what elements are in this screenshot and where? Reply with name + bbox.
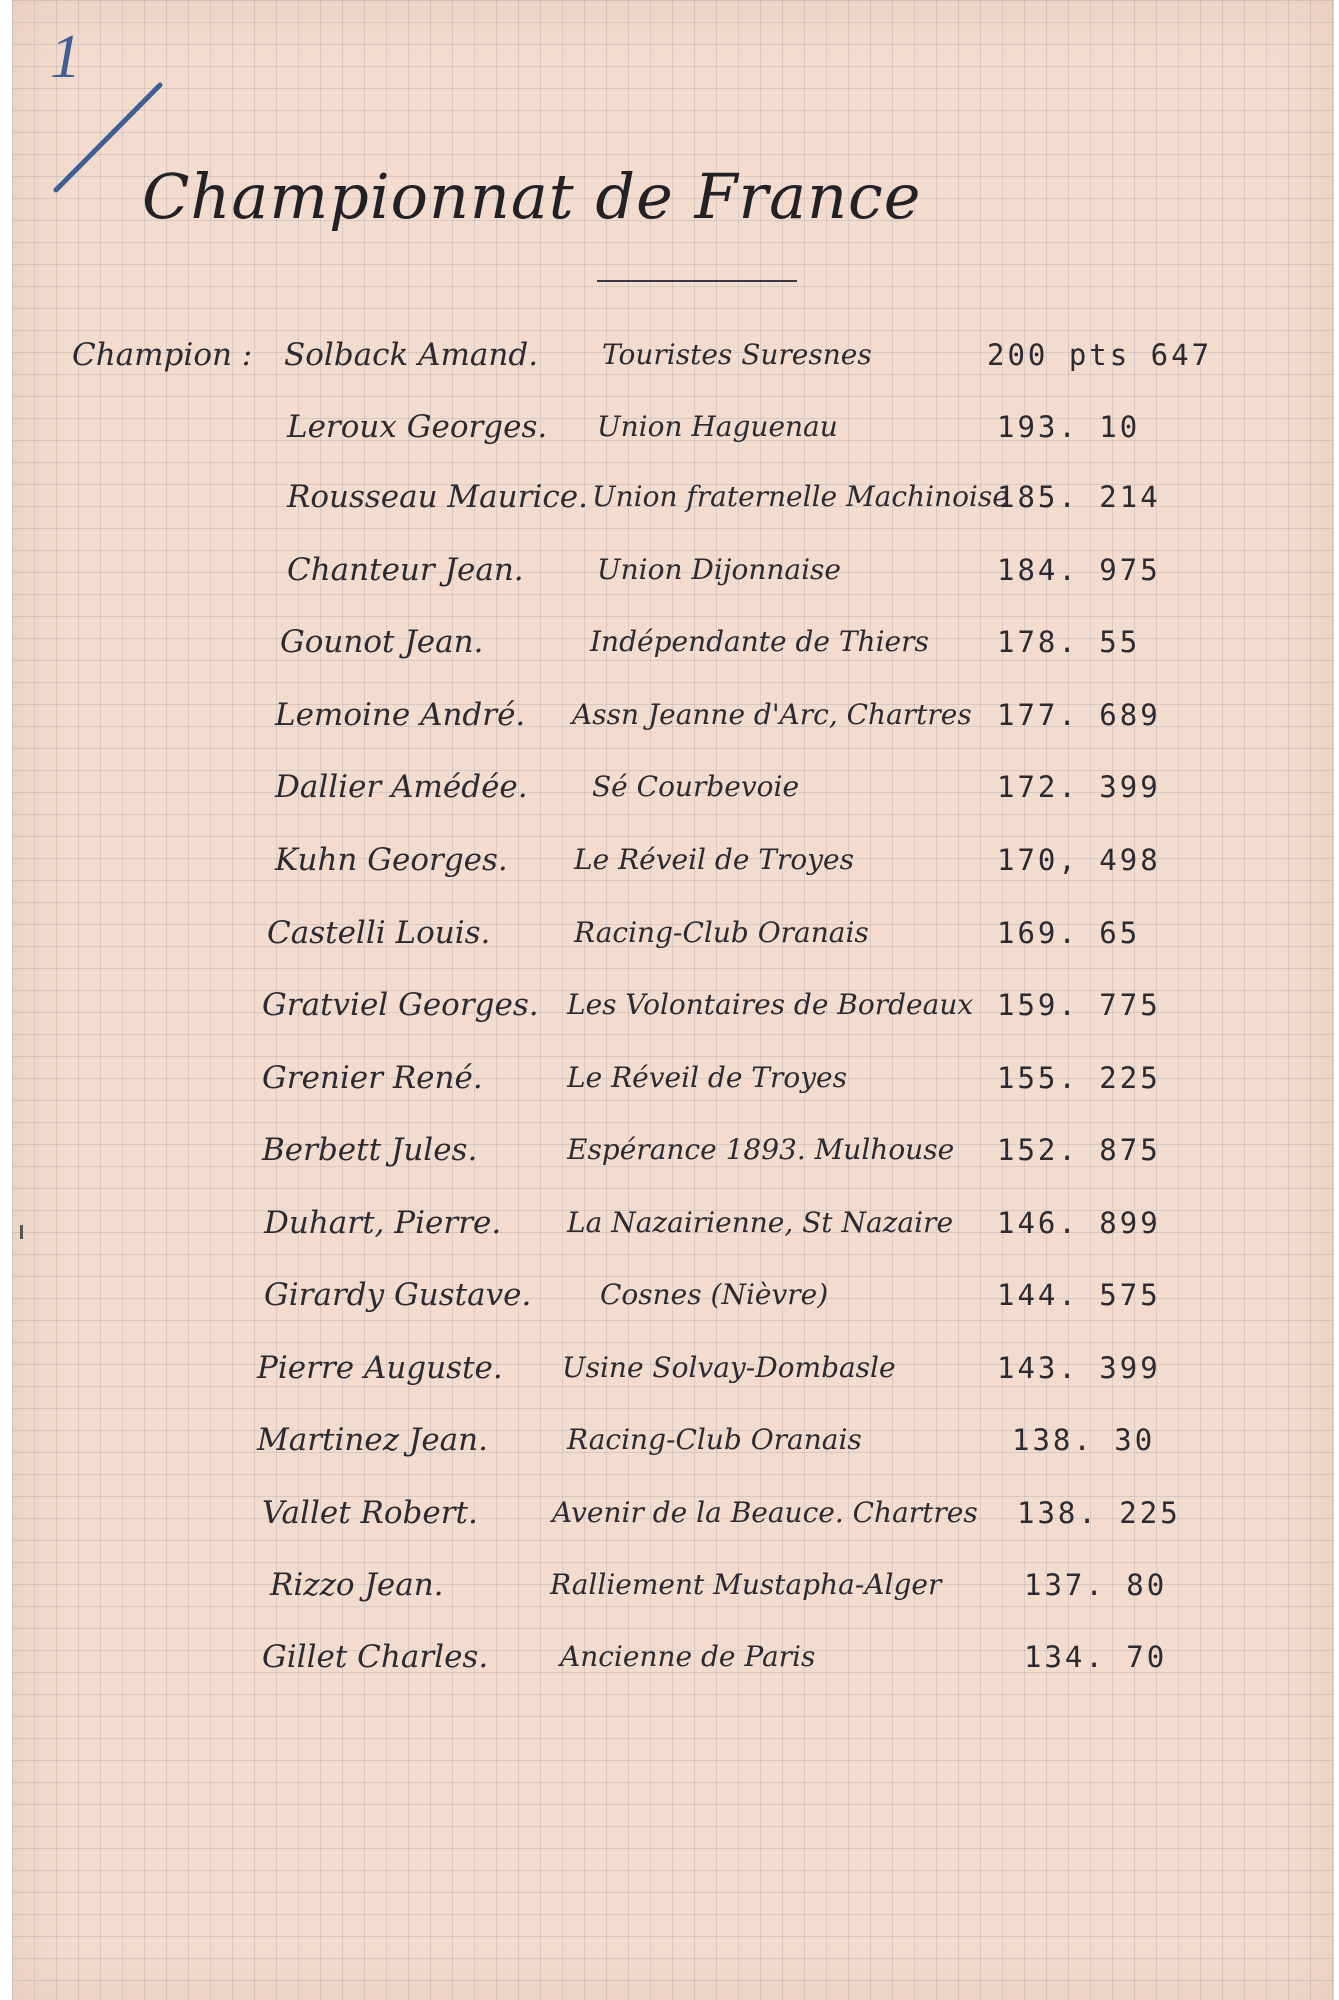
club-name: Les Volontaires de Bordeaux	[567, 988, 974, 1021]
score: 152. 875	[997, 1133, 1161, 1167]
competitor-name: Gounot Jean.	[280, 624, 484, 660]
club-name: Union Haguenau	[597, 410, 838, 443]
club-name: Avenir de la Beauce. Chartres	[552, 1496, 978, 1529]
champion-label: Champion :	[72, 337, 253, 373]
margin-ink-mark	[20, 1225, 23, 1239]
score: 169. 65	[997, 916, 1141, 950]
table-row	[12, 835, 1334, 885]
page-number: 1	[50, 23, 81, 91]
club-name: Le Réveil de Troyes	[574, 843, 854, 876]
club-name: Espérance 1893. Mulhouse	[567, 1133, 955, 1166]
score: 143. 399	[997, 1351, 1161, 1385]
table-row	[12, 1632, 1334, 1682]
table-row	[12, 980, 1334, 1030]
score: 177. 689	[997, 698, 1161, 732]
competitor-name: Rousseau Maurice.	[287, 479, 588, 515]
club-name: Indépendante de Thiers	[590, 625, 929, 658]
score: 185. 214	[997, 480, 1161, 514]
competitor-name: Leroux Georges.	[287, 409, 548, 445]
table-row	[12, 402, 1334, 452]
competitor-name: Pierre Auguste.	[257, 1350, 503, 1386]
score: 138. 225	[1017, 1496, 1181, 1530]
score: 172. 399	[997, 770, 1161, 804]
table-row	[12, 1415, 1334, 1465]
table-row	[12, 617, 1334, 667]
table-row	[12, 1343, 1334, 1393]
page-title: Championnat de France	[142, 160, 922, 233]
table-row	[12, 1560, 1334, 1610]
competitor-name: Kuhn Georges.	[275, 842, 508, 878]
score: 155. 225	[997, 1061, 1161, 1095]
club-name: Racing-Club Oranais	[574, 916, 869, 949]
competitor-name: Lemoine André.	[275, 697, 526, 733]
score: 184. 975	[997, 553, 1161, 587]
competitor-name: Chanteur Jean.	[287, 552, 524, 588]
document-page	[12, 0, 1334, 2000]
table-row	[12, 690, 1334, 740]
table-row	[12, 1125, 1334, 1175]
club-name: Le Réveil de Troyes	[567, 1061, 847, 1094]
score: 193. 10	[997, 410, 1141, 444]
club-name: Cosnes (Nièvre)	[600, 1278, 829, 1311]
score: 137. 80	[1024, 1568, 1168, 1602]
club-name: Union fraternelle Machinoise	[592, 480, 1009, 513]
table-row	[12, 330, 1334, 380]
competitor-name: Martinez Jean.	[257, 1422, 488, 1458]
competitor-name: Vallet Robert.	[262, 1495, 478, 1531]
competitor-name: Gillet Charles.	[262, 1639, 489, 1675]
club-name: Usine Solvay-Dombasle	[562, 1351, 896, 1384]
club-name: Touristes Suresnes	[602, 338, 872, 371]
table-row	[12, 545, 1334, 595]
score: 144. 575	[997, 1278, 1161, 1312]
table-row	[12, 1270, 1334, 1320]
table-row	[12, 762, 1334, 812]
title-underline	[597, 280, 797, 282]
club-name: Sé Courbevoie	[592, 770, 800, 803]
competitor-name: Rizzo Jean.	[270, 1567, 444, 1603]
club-name: Assn Jeanne d'Arc, Chartres	[572, 698, 972, 731]
score: 159. 775	[997, 988, 1161, 1022]
competitor-name: Dallier Amédée.	[275, 769, 528, 805]
score: 138. 30	[1012, 1423, 1156, 1457]
score: 146. 899	[997, 1206, 1161, 1240]
competitor-name: Berbett Jules.	[262, 1132, 478, 1168]
club-name: Union Dijonnaise	[597, 553, 841, 586]
table-row	[12, 1053, 1334, 1103]
competitor-name: Gratviel Georges.	[262, 987, 539, 1023]
club-name: Ralliement Mustapha-Alger	[550, 1568, 942, 1601]
score: 134. 70	[1024, 1640, 1168, 1674]
club-name: Racing-Club Oranais	[567, 1423, 862, 1456]
table-row	[12, 908, 1334, 958]
competitor-name: Duhart, Pierre.	[264, 1205, 502, 1241]
table-row	[12, 1488, 1334, 1538]
table-row	[12, 472, 1334, 522]
score: 200 pts 647	[987, 338, 1213, 372]
club-name: La Nazairienne, St Nazaire	[567, 1206, 954, 1239]
table-row	[12, 1198, 1334, 1248]
competitor-name: Grenier René.	[262, 1060, 483, 1096]
competitor-name: Girardy Gustave.	[264, 1277, 532, 1313]
score: 178. 55	[997, 625, 1141, 659]
competitor-name: Castelli Louis.	[267, 915, 491, 951]
score: 170, 498	[997, 843, 1161, 877]
competitor-name: Solback Amand.	[284, 337, 539, 373]
club-name: Ancienne de Paris	[560, 1640, 816, 1673]
